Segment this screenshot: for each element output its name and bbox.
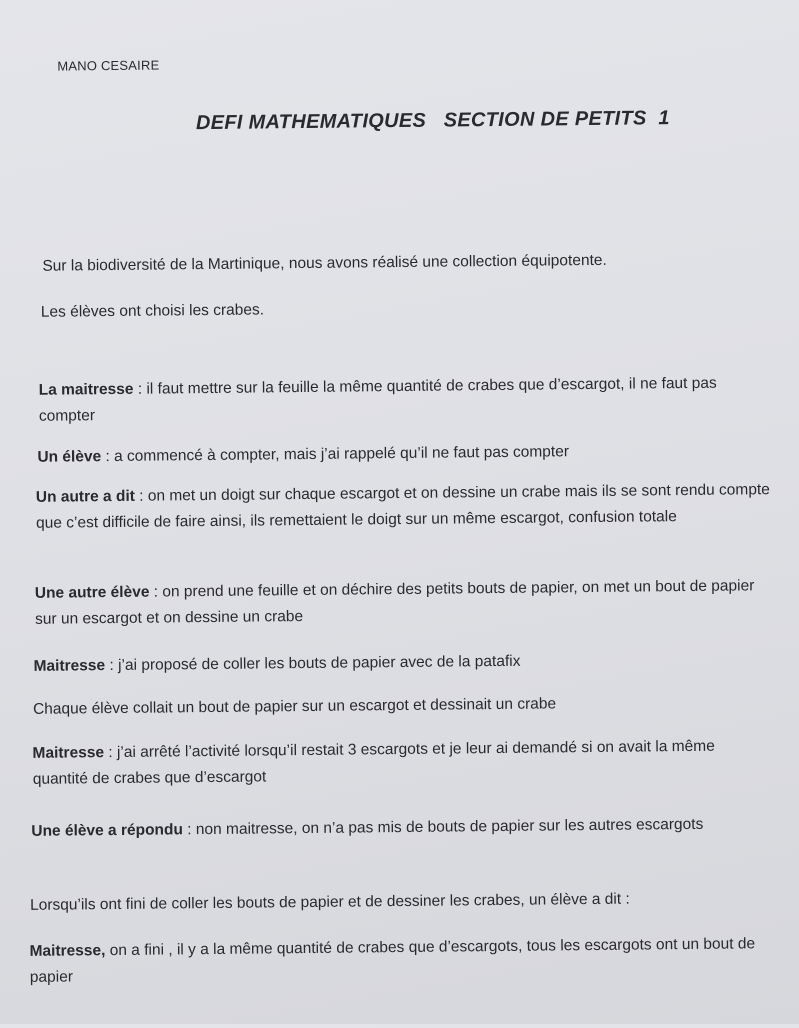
intro-text: Sur la biodiversité de la Martinique, nous avons réalisé une collection équipotente. xyxy=(42,252,607,275)
dialogue-line xyxy=(39,370,760,430)
dialogue-text: : on met un doigt sur chaque escargot et on dessine un crabe mais ils se sont rendu compte que c’est difficile de faire ainsi, ils remettaient le doigt sur un même escargot, confusion totale xyxy=(36,481,770,532)
dialogue-line xyxy=(36,477,777,537)
speaker-label: Maitresse, xyxy=(29,942,105,960)
speaker-label: Une autre élève xyxy=(35,584,150,602)
speaker-label: Maitresse xyxy=(32,744,104,762)
dialogue-text: : il faut mettre sur la feuille la même quantité de crabes que d’escargot, il ne faut pas compter xyxy=(39,375,717,425)
speaker-label: Un autre a dit xyxy=(36,488,135,506)
dialogue-line xyxy=(33,689,753,723)
dialogue-text: Chaque élève collait un bout de papier sur un escargot et dessinait un crabe xyxy=(33,695,556,717)
intro-paragraph xyxy=(42,246,742,279)
document-title: DEFI MATHEMATIQUES SECTION DE PETITS 1 xyxy=(196,107,670,135)
dialogue-text: : on prend une feuille et on déchire des petits bouts de papier, on met un bout de papier sur un escargot et on dessine un crabe xyxy=(35,577,754,628)
dialogue-text: Lorsqu’ils ont fini de coller les bouts de papier et de dessiner les crabes, un élève a dit : xyxy=(30,891,630,914)
intro-text: Les élèves ont choisi les crabes. xyxy=(41,301,264,320)
dialogue-line xyxy=(32,733,773,793)
speaker-label: Maitresse xyxy=(34,657,106,675)
dialogue-line xyxy=(31,811,741,844)
dialogue-text: : non maitresse, on n’a pas mis de bouts de papier sur les autres escargots xyxy=(183,816,704,838)
speaker-label: La maitresse xyxy=(39,381,134,399)
dialogue-text: : j’ai arrêté l’activité lorsqu’il restait 3 escargots et je leur ai demandé si on avait la même quantité de crabes que d’escargot xyxy=(33,738,715,788)
author-name: MANO CESAIRE xyxy=(57,57,159,73)
dialogue-line xyxy=(37,437,757,471)
intro-paragraph xyxy=(41,292,741,325)
dialogue-text: : a commencé à compter, mais j’ai rappelé qu’il ne faut pas compter xyxy=(101,443,569,465)
dialogue-text: on a fini , il y a la même quantité de crabes que d’escargots, tous les escargots ont un bout de papier xyxy=(30,935,755,986)
dialogue-line xyxy=(35,573,766,633)
dialogue-line xyxy=(30,885,770,919)
dialogue-line xyxy=(33,646,753,680)
speaker-label: Un élève xyxy=(37,448,101,466)
dialogue-line xyxy=(29,931,790,991)
speaker-label: Une élève a répondu xyxy=(31,821,183,840)
dialogue-text: : j’ai proposé de coller les bouts de papier avec de la patafix xyxy=(105,653,520,674)
